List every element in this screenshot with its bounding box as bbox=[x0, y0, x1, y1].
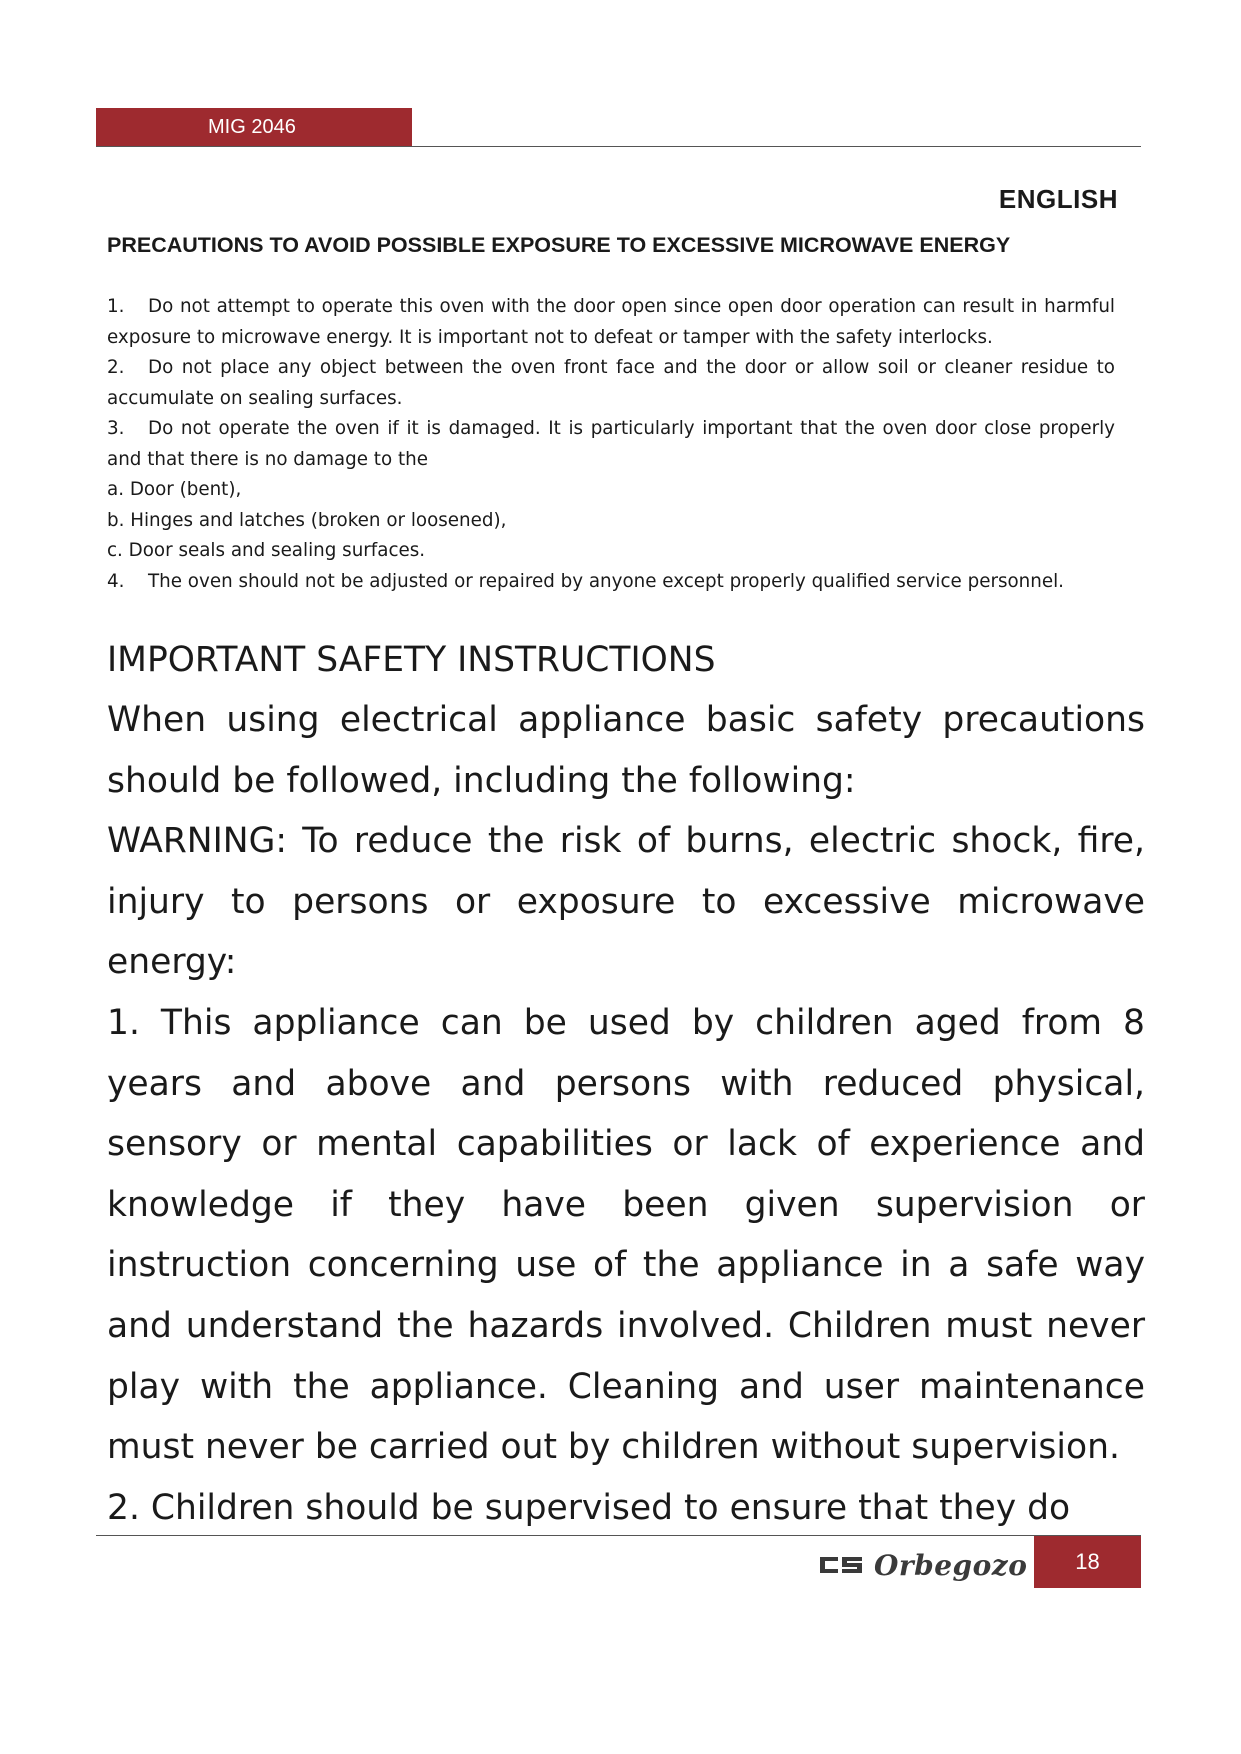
precaution-item-4 bbox=[107, 567, 1115, 598]
precaution-text: Do not place any object between the oven front face and the door or allow soil or cleaner residue to accumulate on sealing surfaces. bbox=[107, 357, 1115, 409]
precaution-item-1 bbox=[107, 292, 1115, 353]
precaution-item-2 bbox=[107, 353, 1115, 414]
safety-title: IMPORTANT SAFETY INSTRUCTIONS bbox=[107, 640, 716, 680]
precaution-number: 4. bbox=[107, 570, 125, 592]
safety-warning: WARNING: To reduce the risk of burns, electric shock, fire, injury to persons or exposure to excessive microwave energy: bbox=[107, 821, 1145, 983]
model-label: MIG 2046 bbox=[96, 108, 412, 147]
page-number: 18 bbox=[1034, 1536, 1141, 1588]
precaution-item-3 bbox=[107, 414, 1115, 475]
safety-instructions bbox=[107, 630, 1145, 1538]
precaution-text: Do not attempt to operate this oven with the door open since open door operation can result in harmful exposure to microwave energy. It is important not to defeat or tamper with the safety interlocks. bbox=[107, 296, 1115, 348]
precaution-subitem-c: c. Door seals and sealing surfaces. bbox=[107, 540, 426, 561]
brand-mark-icon bbox=[818, 1553, 864, 1577]
language-label: ENGLISH bbox=[998, 184, 1118, 214]
brand-logo bbox=[818, 1545, 1027, 1585]
footer-divider bbox=[96, 1535, 1141, 1536]
precaution-subitem-b: b. Hinges and latches (broken or loosened), bbox=[107, 509, 507, 531]
precaution-text: The oven should not be adjusted or repaired by anyone except properly qualified service personnel. bbox=[148, 570, 1064, 592]
precaution-subitem-a: a. Door (bent), bbox=[107, 479, 242, 500]
safety-item-1: 1. This appliance can be used by children aged from 8 years and above and persons with reduced physical, sensory or mental capabilities or lack of experience and knowledge if they have been given supervision or instruction concerning use of the appliance in a safe way and understand the hazards involved. Children must never play with the appliance. Cleaning and user maintenance must never be carried out by children without supervision. bbox=[107, 1002, 1145, 1468]
precaution-number: 1. bbox=[107, 296, 125, 317]
header-divider bbox=[96, 146, 1141, 147]
precautions-title: PRECAUTIONS TO AVOID POSSIBLE EXPOSURE TO EXCESSIVE MICROWAVE ENERGY bbox=[107, 233, 1011, 257]
precaution-number: 2. bbox=[107, 357, 125, 378]
safety-intro: When using electrical appliance basic safety precautions should be followed, including the following: bbox=[107, 700, 1145, 801]
precautions-list bbox=[107, 292, 1115, 597]
safety-item-2: 2. Children should be supervised to ensure that they do bbox=[107, 1487, 1071, 1528]
precaution-number: 3. bbox=[107, 418, 125, 439]
brand-name: Orbegozo bbox=[874, 1548, 1028, 1582]
precaution-text: Do not operate the oven if it is damaged. It is particularly important that the oven door close properly and that there is no damage to the bbox=[107, 418, 1115, 470]
